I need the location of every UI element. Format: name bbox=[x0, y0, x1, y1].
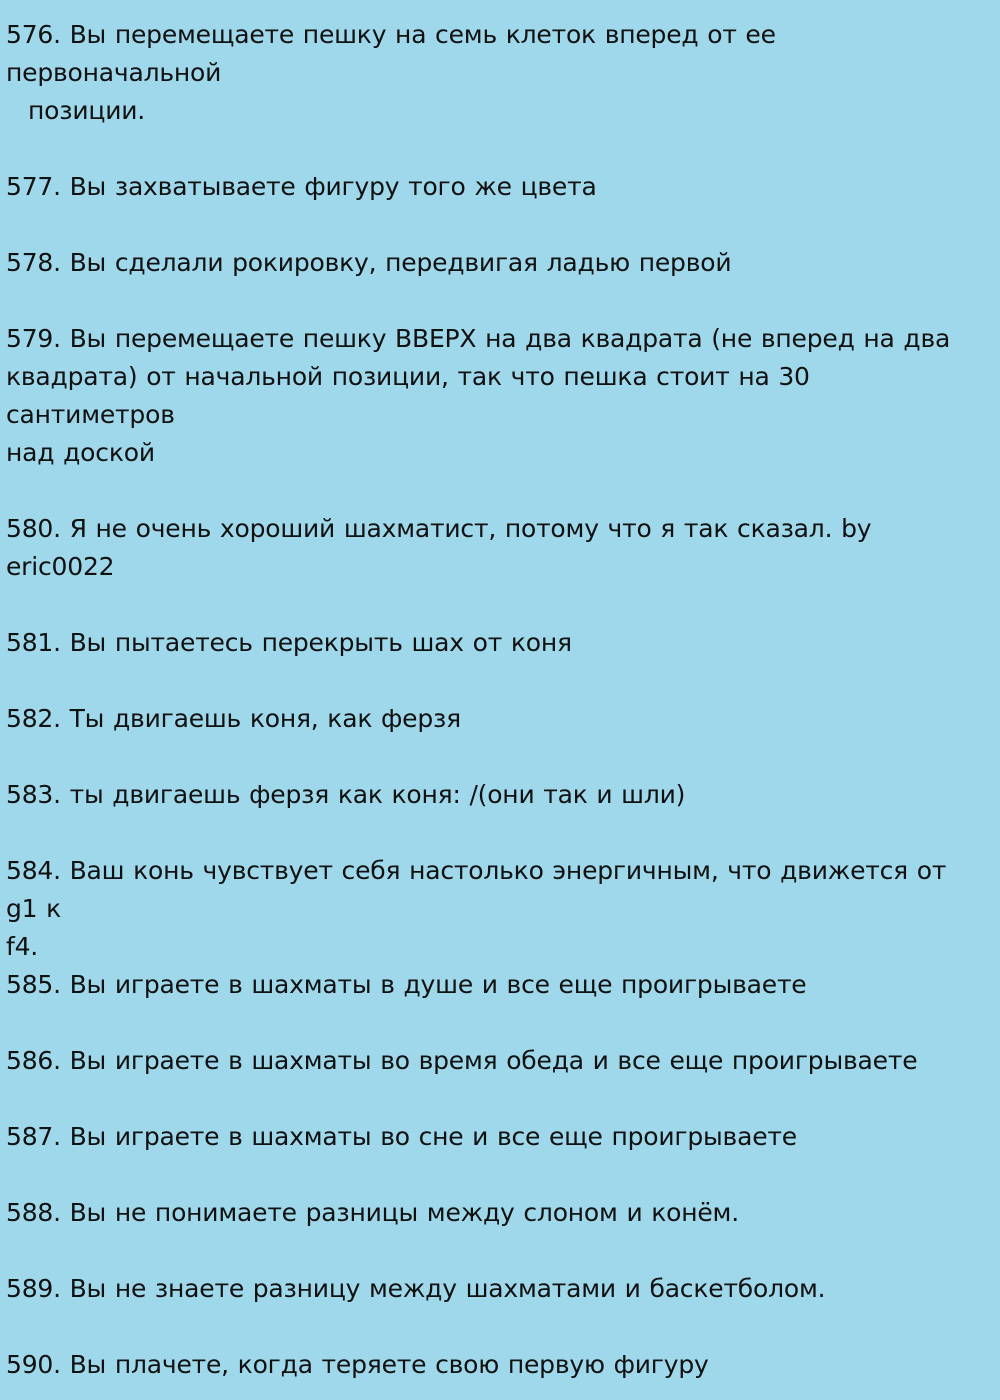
entry-583: 583. ты двигаешь ферзя как коня: /(они так и шли) bbox=[6, 780, 686, 809]
entry-584-line-1: 584. Ваш конь чувствует себя настолько энергичным, что движется от g1 к bbox=[6, 856, 947, 923]
entry-580: 580. Я не очень хороший шахматист, потому что я так сказал. by eric0022 bbox=[6, 514, 872, 581]
entries-list bbox=[6, 16, 980, 1384]
entry-576 bbox=[6, 16, 980, 130]
entry-584-line-2: f4. bbox=[6, 932, 39, 961]
entry-582: 582. Ты двигаешь коня, как ферзя bbox=[6, 704, 461, 733]
entry-587: 587. Вы играете в шахматы во сне и все еще проигрываете bbox=[6, 1122, 797, 1151]
entry-579-line-2: квадрата) от начальной позиции, так что пешка стоит на 30 сантиметров bbox=[6, 362, 810, 429]
entry-579 bbox=[6, 320, 980, 472]
entry-589: 589. Вы не знаете разницу между шахматами и баскетболом. bbox=[6, 1274, 826, 1303]
entry-590: 590. Вы плачете, когда теряете свою первую фигуру bbox=[6, 1350, 709, 1379]
entry-578: 578. Вы сделали рокировку, передвигая ладью первой bbox=[6, 248, 732, 277]
entry-584 bbox=[6, 852, 980, 966]
entry-586: 586. Вы играете в шахматы во время обеда и все еще проигрываете bbox=[6, 1046, 918, 1075]
entry-579-line-3: над доской bbox=[6, 438, 155, 467]
entry-576-line-1: 576. Вы перемещаете пешку на семь клеток вперед от ее первоначальной bbox=[6, 20, 776, 87]
entry-579-line-1: 579. Вы перемещаете пешку ВВЕРХ на два квадрата (не вперед на два bbox=[6, 324, 951, 353]
entry-576-line-2: позиции. bbox=[28, 96, 146, 125]
entry-585: 585. Вы играете в шахматы в душе и все еще проигрываете bbox=[6, 970, 807, 999]
entry-577: 577. Вы захватываете фигуру того же цвета bbox=[6, 172, 597, 201]
entry-588: 588. Вы не понимаете разницы между слоном и конём. bbox=[6, 1198, 739, 1227]
entry-581: 581. Вы пытаетесь перекрыть шах от коня bbox=[6, 628, 572, 657]
